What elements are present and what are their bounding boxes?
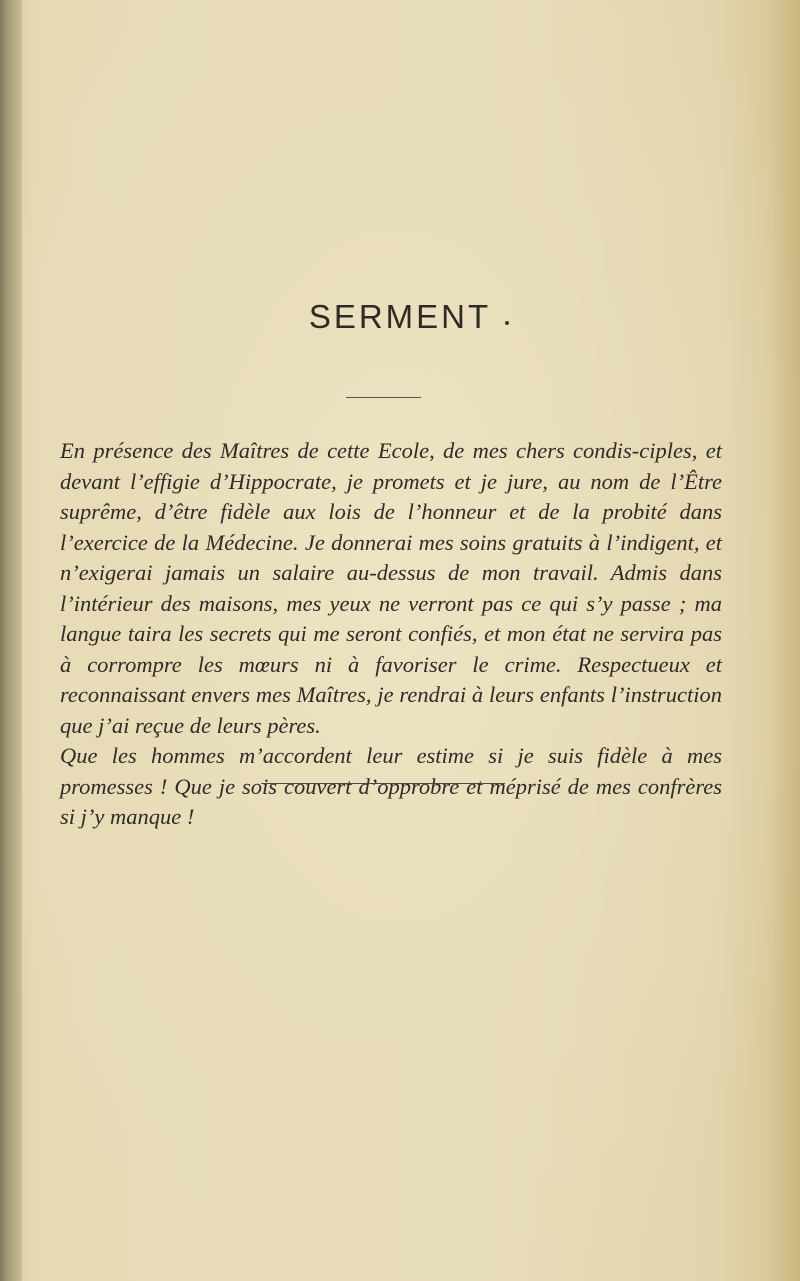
binding-edge — [0, 0, 22, 1281]
page-edge-shadow — [770, 0, 800, 1281]
title-divider — [346, 397, 421, 398]
oath-text — [60, 436, 722, 833]
document-title: SERMENT — [308, 298, 492, 335]
ink-dot — [505, 321, 509, 325]
oath-paragraph-1: En présence des Maîtres de cette Ecole, de mes chers condis-ciples, et devant l’effigie d’Hippocrate, je promets et je jure, au nom de l’Être suprême, d’être fidèle aux lois de l’honneur et de la probité dans l’exercice de la Médecine. Je donnerai mes soins gratuits à l’indigent, et n’exigerai jamais un salaire au-dessus de mon travail. Admis dans l’intérieur des maisons, mes yeux ne verront pas ce qui s’y passe ; ma langue taira les secrets qui me seront confiés, et mon état ne servira pas à corrompre les mœurs ni à favoriser le crime. Respectueux et reconnaissant envers mes Maîtres, je rendrai à leurs enfants l’instruction que j’ai reçue de leurs pères. — [60, 438, 722, 738]
oath-paragraph-2: Que les hommes m’accordent leur estime si je suis fidèle à mes promesses ! Que je sois couvert d’opprobre et méprisé de mes confrères si j’y manque ! — [60, 743, 722, 829]
closing-divider — [261, 783, 505, 784]
